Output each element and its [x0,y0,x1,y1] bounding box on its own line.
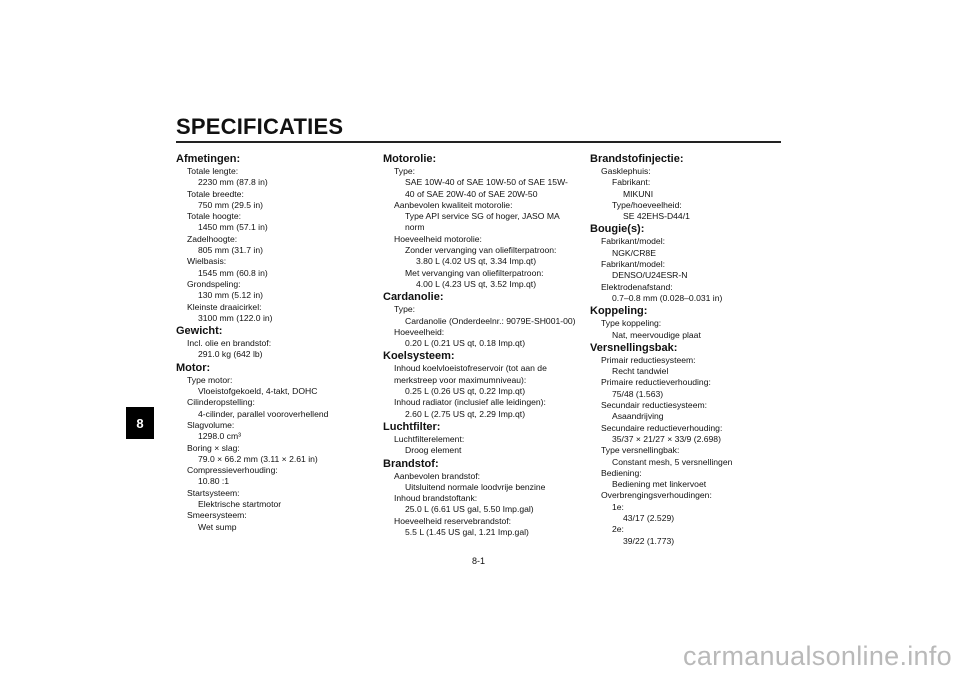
spec-line: Aanbevolen kwaliteit motorolie: [394,199,513,210]
watermark: carmanualsonline.info [683,641,952,671]
spec-line: Overbrengingsverhoudingen: [601,490,712,501]
spec-line: Type: [394,166,416,176]
section-heading: Koppeling: [590,305,648,318]
spec-line: 291.0 kg (642 lb) [198,349,263,360]
spec-line: Type versnellingbak: [601,445,680,456]
spec-line: Nat, meervoudige plaat [612,329,701,340]
spec-line: Elektrodenafstand: [601,281,673,292]
spec-line: 2.60 L (2.75 US qt, 2.29 Imp.qt) [405,408,526,419]
spec-column-1 [176,152,376,533]
spec-line: Luchtfilterelement: [394,433,465,444]
spec-line: Compressieverhouding: [187,465,278,476]
spec-line: 1298.0 cm³ [198,431,241,442]
spec-line: 0.7–0.8 mm (0.028–0.031 in) [612,292,723,303]
spec-line: 4-cilinder, parallel vooroverhellend [198,408,329,419]
spec-line: Gasklephuis: [601,166,651,176]
spec-line: 35/37 × 21/27 × 33/9 (2.698) [612,433,721,444]
spec-line: Totale lengte: [187,166,239,176]
section-heading: Luchtfilter: [383,420,441,433]
spec-line: Boring × slag: [187,442,240,453]
spec-line: Grondspeling: [187,278,241,289]
spec-line: Vloeistofgekoeld, 4-takt, DOHC [198,386,318,397]
spec-line: 1545 mm (60.8 in) [198,267,268,278]
spec-line: Constant mesh, 5 versnellingen [612,456,733,467]
spec-line: 130 mm (5.12 in) [198,290,263,301]
spec-line: Type API service SG of hoger, JASO MA norm [405,211,560,233]
section-heading: Cardanolie: [383,291,444,304]
spec-line: DENSO/U24ESR-N [612,270,688,281]
spec-line: Primair reductiesysteem: [601,354,696,365]
spec-line: Zadelhoogte: [187,233,238,244]
spec-line: Hoeveelheid reservebrandstof: [394,515,512,526]
spec-line: 43/17 (2.529) [623,513,675,524]
spec-line: Kleinste draaicirkel: [187,301,262,312]
spec-line: Fabrikant: [612,177,651,188]
spec-line: Wielbasis: [187,256,227,267]
spec-line: Totale breedte: [187,188,244,199]
spec-line: Recht tandwiel [612,366,669,377]
spec-line: 2230 mm (87.8 in) [198,177,268,188]
spec-line: Startsysteem: [187,487,240,498]
section-heading: Versnellingsbak: [590,341,678,354]
spec-line: 25.0 L (6.61 US gal, 5.50 Imp.gal) [405,504,534,515]
spec-line: Uitsluitend normale loodvrije benzine [405,481,546,492]
section-heading: Koelsysteem: [383,350,455,363]
spec-column-3 [590,152,790,547]
spec-line: 3100 mm (122.0 in) [198,312,273,323]
spec-line: Hoeveelheid motorolie: [394,233,482,244]
spec-line: 39/22 (1.773) [623,535,675,546]
spec-line: NGK/CR8E [612,247,656,258]
spec-line: 75/48 (1.563) [612,388,664,399]
spec-line: Secundaire reductieverhouding: [601,422,723,433]
spec-line: Smeersysteem: [187,510,247,521]
spec-line: Inhoud radiator (inclusief alle leidingen): [394,397,546,408]
section-heading: Motor: [176,361,211,374]
spec-line: 10.80 :1 [198,476,230,487]
section-heading: Motorolie: [383,153,437,165]
spec-line: Type koppeling: [601,318,662,329]
spec-line: 0.20 L (0.21 US qt, 0.18 Imp.qt) [405,338,526,349]
spec-line: Wet sump [198,521,237,532]
chapter-tab: 8 [126,407,154,439]
section-heading: Brandstofinjectie: [590,153,684,165]
section-heading: Afmetingen: [176,153,241,165]
spec-line: 0.25 L (0.26 US qt, 0.22 Imp.qt) [405,386,526,397]
spec-line: Type/hoeveelheid: [612,199,682,210]
page-title: SPECIFICATIES [176,114,344,139]
spec-line: 1450 mm (57.1 in) [198,222,268,233]
spec-line: Type motor: [187,374,233,385]
spec-line: Aanbevolen brandstof: [394,470,481,481]
spec-line: 5.5 L (1.45 US gal, 1.21 Imp.gal) [405,527,529,538]
spec-line: Slagvolume: [187,419,235,430]
spec-line: Inhoud koelvloeistofreservoir (tot aan de merkstreep voor maximumniveau): [394,363,547,385]
spec-line: Totale hoogte: [187,211,241,222]
spec-line: Secundair reductiesysteem: [601,400,708,411]
title-rule [176,141,781,143]
spec-line: 3.80 L (4.02 US qt, 3.34 Imp.qt) [416,256,537,267]
spec-line: Met vervanging van oliefilterpatroon: [405,267,544,278]
spec-line: Fabrikant/model: [601,236,666,247]
spec-line: Hoeveelheid: [394,326,445,337]
section-heading: Gewicht: [176,325,223,338]
spec-column-2 [383,152,577,538]
spec-line: Cardanolie (Onderdeelnr.: 9079E-SH001-00) [405,315,576,326]
spec-line: 750 mm (29.5 in) [198,199,263,210]
spec-line: Fabrikant/model: [601,259,666,270]
page-number: 8-1 [472,556,486,566]
spec-line: Incl. olie en brandstof: [187,338,272,349]
spec-line: Asaandrijving [612,411,664,422]
spec-line: Bediening: [601,467,642,478]
section-heading: Bougie(s): [590,223,645,236]
spec-line: Primaire reductieverhouding: [601,377,711,388]
spec-line: Droog element [405,445,462,456]
spec-line: SAE 10W-40 of SAE 10W-50 of SAE 15W-40 of SAE 20W-40 of SAE 20W-50 [405,177,568,199]
spec-line: Type: [394,304,416,315]
spec-line: 4.00 L (4.23 US qt, 3.52 Imp.qt) [416,278,537,289]
spec-line: SE 42EHS-D44/1 [623,211,690,222]
spec-line: Bediening met linkervoet [612,479,707,490]
spec-line: Zonder vervanging van oliefilterpatroon: [405,245,557,256]
spec-line: 1e: [612,501,624,512]
spec-line: 2e: [612,524,624,535]
section-heading: Brandstof: [383,457,439,470]
spec-line: Cilinderopstelling: [187,397,255,408]
spec-line: 805 mm (31.7 in) [198,245,263,256]
spec-line: MIKUNI [623,188,654,199]
spec-line: 79.0 × 66.2 mm (3.11 × 2.61 in) [198,453,318,464]
spec-line: Elektrische startmotor [198,499,282,510]
spec-line: Inhoud brandstoftank: [394,493,478,504]
